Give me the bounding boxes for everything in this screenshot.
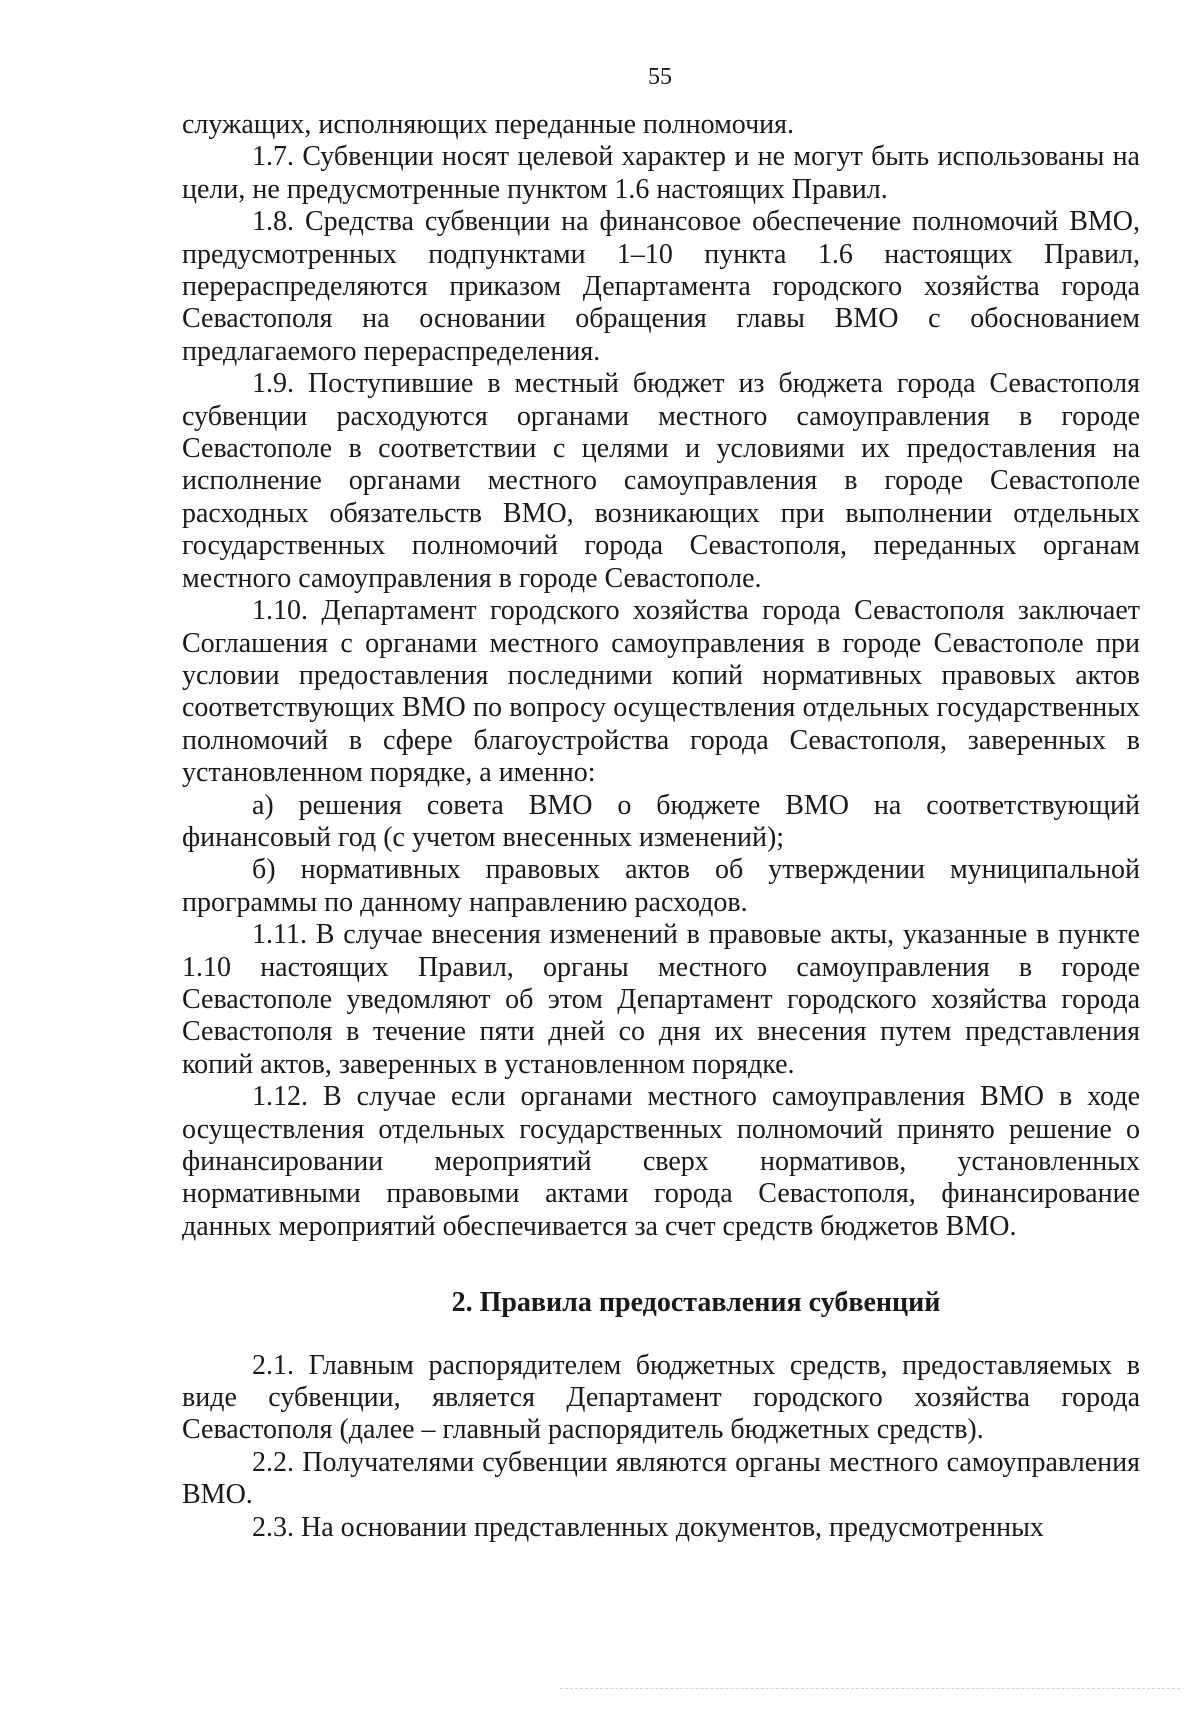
paragraph-1-8: 1.8. Средства субвенции на финансовое обеспечение полномочий ВМО, предусмотренных подпунктами 1–10 пункта 1.6 настоящих Правил, перераспределяются приказом Департамента городского хозяйства города Севастополя на основании обращения главы ВМО с обоснованием предлагаемого перераспределения. (182, 206, 1140, 367)
scan-artifact (560, 1688, 1180, 1691)
paragraph-continuation: служащих, исполняющих переданные полномочия. (182, 109, 795, 140)
section-heading: 2. Правила предоставления субвенций (451, 1287, 941, 1319)
paragraph-2-3: 2.3. На основании представленных документов, предусмотренных (252, 1511, 1044, 1543)
paragraph-2-2: 2.2. Получателями субвенции являются органы местного самоуправления ВМО. (182, 1446, 1140, 1511)
paragraph-2-1: 2.1. Главным распорядителем бюджетных средств, предоставляемых в виде субвенции, является Департамент городского хозяйства города Севастополя (далее – главный распорядитель бюджетных средств). (182, 1349, 1140, 1446)
paragraph-1-9: 1.9. Поступившие в местный бюджет из бюджета города Севастополя субвенции расходуются органами местного самоуправления в городе Севастополе в соответствии с целями и условиями их предоставления на исполнение органами местного самоуправления в городе Севастополе расходных обязательств ВМО, возникающих при выполнении отдельных государственных полномочий города Севастополя, переданных органам местного самоуправления в городе Севастополе. (182, 368, 1140, 594)
page-number: 55 (648, 64, 672, 90)
paragraph-1-10-b: б) нормативных правовых актов об утверждении муниципальной программы по данному направлению расходов. (182, 854, 1140, 918)
paragraph-1-7: 1.7. Субвенции носят целевой характер и не могут быть использованы на цели, не предусмотренные пунктом 1.6 настоящих Правил. (182, 141, 1140, 205)
paragraph-1-12: 1.12. В случае если органами местного самоуправления ВМО в ходе осуществления отдельных государственных полномочий принято решение о финансировании мероприятий сверх нормативов, установленных нормативными правовыми актами города Севастополя, финансирование данных мероприятий обеспечивается за счет средств бюджетов ВМО. (182, 1081, 1140, 1242)
document-body (182, 109, 1140, 1544)
paragraph-1-10-a: а) решения совета ВМО о бюджете ВМО на соответствующий финансовый год (с учетом внесенных изменений); (182, 789, 1140, 853)
paragraph-1-11: 1.11. В случае внесения изменений в правовые акты, указанные в пункте 1.10 настоящих Правил, органы местного самоуправления в городе Севастополе уведомляют об этом Департамент городского хозяйства города Севастополя в течение пяти дней со дня их внесения путем представления копий актов, заверенных в установленном порядке. (182, 919, 1140, 1080)
paragraph-1-10: 1.10. Департамент городского хозяйства города Севастополя заключает Соглашения с органами местного самоуправления в городе Севастополе при условии предоставления последними копий нормативных правовых актов соответствующих ВМО по вопросу осуществления отдельных государственных полномочий в сфере благоустройства города Севастополя, заверенных в установленном порядке, а именно: (182, 595, 1140, 789)
